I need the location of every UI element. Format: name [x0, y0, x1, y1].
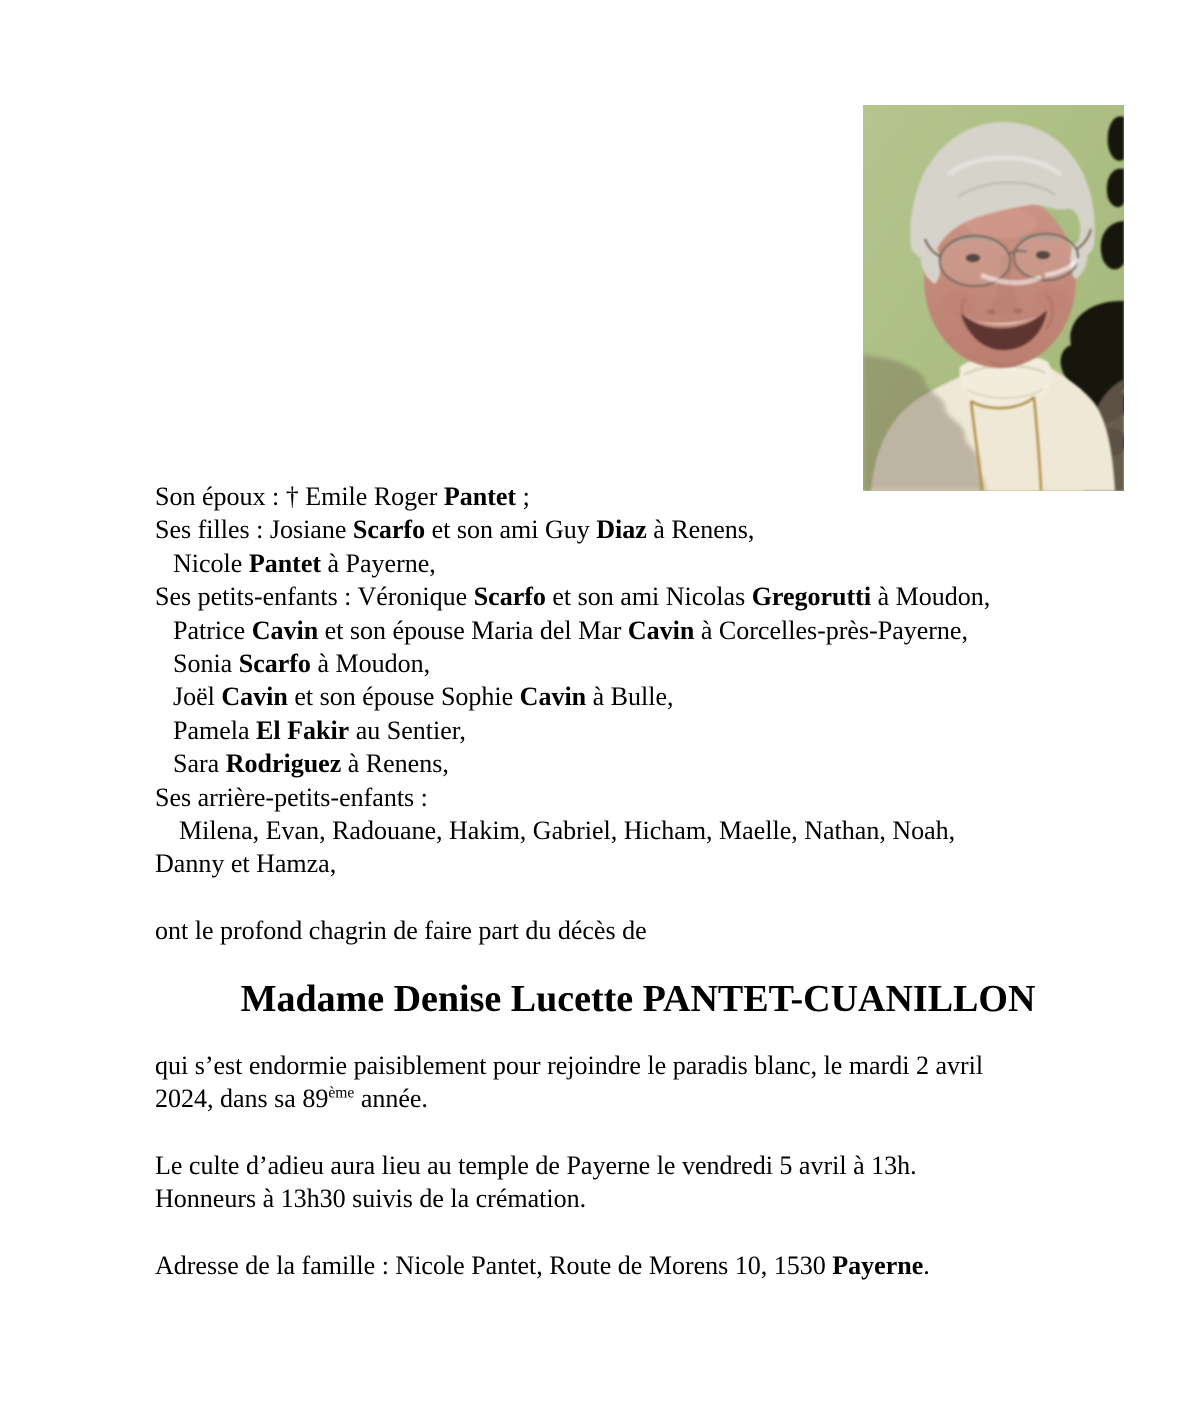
text: Adresse de la famille : Nicole Pantet, Route de Morens 10, 1530 [155, 1251, 833, 1280]
text: à Bulle, [586, 682, 674, 712]
text: Patrice [173, 615, 252, 645]
text-line [155, 1049, 1125, 1082]
text: à Renens, [646, 515, 755, 545]
text: au Sentier, [349, 715, 466, 745]
text: à Payerne, [321, 548, 436, 578]
text: qui s’est endormie paisiblement pour rejoindre le paradis blanc, le mardi 2 avril [155, 1051, 984, 1080]
text: Honneurs à 13h30 suivis de la crémation. [155, 1184, 587, 1214]
text-line [155, 814, 1125, 847]
bold-text: El Fakir [256, 715, 350, 745]
text: ; [516, 482, 530, 511]
text-line [155, 480, 1125, 513]
bold-text: Scarfo [473, 582, 546, 612]
text-line [155, 714, 1125, 747]
text-line [155, 914, 1125, 947]
text: Sara [173, 749, 226, 779]
text: et son ami Guy [425, 515, 597, 545]
text-line [155, 580, 1125, 613]
text-line [155, 614, 1125, 647]
text: à Corcelles-près-Payerne, [694, 615, 968, 645]
text: à Moudon, [871, 582, 991, 612]
family-address-paragraph [155, 1249, 1125, 1282]
text: Son époux : † Emile Roger [155, 482, 444, 511]
portrait-photo-svg [863, 105, 1124, 491]
bold-text: Cavin [251, 615, 319, 645]
bold-text: Scarfo [238, 649, 311, 679]
text: . [923, 1251, 930, 1280]
portrait-photo [863, 105, 1124, 491]
text: 2024, dans sa 89 [155, 1084, 329, 1114]
text: et son épouse Sophie [287, 682, 520, 712]
text-line [155, 680, 1125, 713]
text: Le culte d’adieu aura lieu au temple de Payerne le vendredi 5 avril à 13h. [155, 1151, 917, 1180]
text-line [155, 647, 1125, 680]
text-line [155, 547, 1125, 580]
bold-text: Cavin [519, 682, 587, 712]
bold-text: Pantet [248, 548, 322, 578]
bold-text: Pantet [443, 482, 517, 511]
bold-text: Scarfo [352, 515, 426, 545]
ceremony-paragraph [155, 1149, 1125, 1216]
text-line [155, 847, 1125, 880]
text: à Moudon, [310, 649, 431, 679]
intro-line [155, 914, 1125, 947]
text: à Renens, [341, 749, 449, 779]
text-line [155, 1249, 1125, 1282]
text-line [155, 781, 1125, 814]
text: et son épouse Maria del Mar [318, 615, 628, 645]
text: année. [354, 1084, 428, 1114]
text: et son ami Nicolas [545, 582, 752, 612]
bold-text: Cavin [627, 615, 695, 645]
text: Ses arrière-petits-enfants : [155, 782, 428, 812]
text: Sonia [173, 649, 239, 679]
text-line [155, 1082, 1125, 1115]
text: Danny et Hamza, [155, 849, 337, 879]
bold-text: Diaz [596, 515, 647, 545]
bold-text: Rodriguez [225, 749, 342, 779]
text: Nicole [173, 548, 249, 578]
deceased-name-title: Madame Denise Lucette PANTET-CUANILLON [240, 978, 1036, 1020]
text: Pamela [173, 715, 257, 745]
text: Ses petits-enfants : Véronique [155, 582, 474, 612]
text-line [155, 1149, 1125, 1182]
text-line [155, 513, 1125, 546]
text: ont le profond chagrin de faire part du décès de [155, 916, 647, 945]
family-list [155, 480, 1125, 881]
text: Ses filles : Josiane [155, 515, 353, 545]
bold-text: Cavin [221, 682, 288, 712]
bold-text: Gregorutti [751, 582, 872, 612]
death-details-paragraph [155, 1049, 1125, 1116]
text: Joël [173, 682, 222, 712]
bold-text: Payerne [832, 1251, 924, 1280]
text-line [155, 747, 1125, 780]
superscript-text: ème [328, 1084, 355, 1102]
text-line [155, 1182, 1125, 1215]
text: Milena, Evan, Radouane, Hakim, Gabriel, Hicham, Maelle, Nathan, Noah, [179, 816, 956, 846]
